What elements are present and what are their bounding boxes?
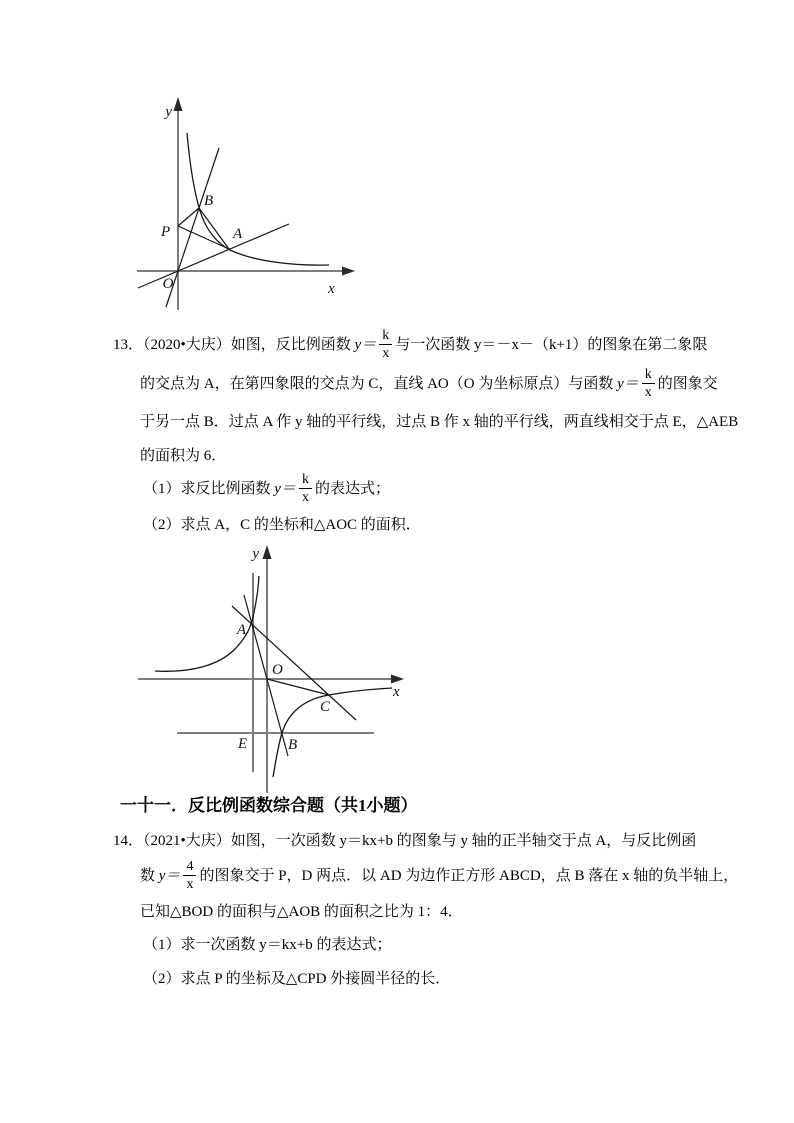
- label-point-a: A: [236, 622, 246, 638]
- math-y-equals: y＝: [354, 337, 377, 353]
- problem-13-line-4: [113, 441, 738, 471]
- problem-13: [113, 326, 738, 543]
- problem-14-line-2-text2: 的图象交于 P，D 两点．以 AD 为边作正方形 ABCD，点 B 落在 x 轴的负半轴上，: [199, 868, 739, 884]
- problem-13-question-1-text2: 的表达式；: [314, 481, 390, 497]
- math-y-equals: y＝: [274, 481, 296, 497]
- fraction-k-over-x: [379, 328, 392, 361]
- problem-13-line-1-text: （2020•大庆）如图，反比例函数: [143, 337, 351, 353]
- y-axis-arrow-icon: [263, 545, 272, 559]
- label-point-c: C: [320, 699, 331, 715]
- label-y-axis: y: [252, 546, 259, 562]
- line-AC: [232, 606, 356, 720]
- problem-13-question-2-text: （2）求点 A，C 的坐标和△AOC 的面积．: [143, 517, 421, 533]
- segment-PA: [178, 226, 229, 249]
- problem-13-question-2: [113, 507, 738, 543]
- label-point-e: E: [238, 736, 248, 752]
- label-point-p: P: [161, 224, 171, 240]
- fraction-numerator: k: [299, 472, 312, 489]
- fraction-denominator: x: [186, 877, 194, 893]
- section-11-header: 一十一．反比例函数综合题（共1小题）: [120, 796, 418, 815]
- problem-14-line-1: [113, 826, 738, 856]
- fraction-4-over-x: [183, 859, 196, 892]
- problem-14-question-2-text: （2）求点 P 的坐标及△CPD 外接圆半径的长．: [143, 971, 451, 987]
- problem-14-line-1-text: （2021•大庆）如图，一次函数 y＝kx+b 的图象与 y 轴的正半轴交于点 A，与反比例函: [143, 833, 697, 849]
- fraction-numerator: k: [379, 328, 392, 345]
- problem-13-line-3: [113, 404, 738, 441]
- problem-14-line-3-text: 已知△BOD 的面积与△AOB 的面积之比为 1：4．: [140, 904, 463, 920]
- math-y-equals: y＝: [158, 868, 181, 884]
- problem-14-question-2: [113, 962, 738, 996]
- problem-14-number: 14．: [113, 833, 144, 849]
- problem-13-line-2-text2: 的图象交: [657, 376, 718, 392]
- problem-13-line-2-text: 的交点为 A，在第四象限的交点为 C，直线 AO（O 为坐标原点）与函数: [140, 376, 614, 392]
- label-y-axis: y: [165, 104, 172, 120]
- problem-13-line-3-text: 于另一点 B．过点 A 作 y 轴的平行线，过点 B 作 x 轴的平行线，两直线相交于点 E，△AEB: [140, 414, 739, 430]
- problem-13-line-2: [113, 364, 738, 404]
- label-x-axis: x: [393, 684, 400, 700]
- fraction-k-over-x: [642, 367, 655, 400]
- problem-14-line-3: [113, 896, 738, 929]
- y-axis-arrow-icon: [174, 97, 183, 111]
- figure-2-graph: [137, 543, 412, 795]
- problem-13-question-1-text: （1）求反比例函数: [143, 481, 271, 497]
- problem-14-line-2: [113, 856, 738, 896]
- label-point-a: A: [233, 226, 243, 242]
- line-OB: [166, 148, 219, 307]
- label-point-b: B: [204, 193, 214, 209]
- problem-13-line-1-text2: 与一次函数 y＝－x－（k+1）的图象在第二象限: [395, 337, 708, 353]
- problem-13-line-4-text: 的面积为 6．: [140, 448, 227, 464]
- fraction-denominator: x: [301, 490, 309, 506]
- fraction-k-over-x: [299, 472, 312, 505]
- problem-14: [113, 826, 738, 996]
- figure-1-graph: [137, 95, 357, 315]
- fraction-denominator: x: [382, 346, 390, 362]
- label-point-b: B: [288, 737, 298, 753]
- problem-14-question-1-text: （1）求一次函数 y＝kx+b 的表达式；: [143, 937, 392, 953]
- problem-14-line-2-text: 数: [140, 868, 156, 884]
- problem-13-line-1: [113, 326, 738, 364]
- label-origin: O: [162, 276, 174, 292]
- fraction-numerator: k: [642, 367, 655, 384]
- fraction-denominator: x: [644, 385, 652, 401]
- x-axis-arrow-icon: [342, 267, 355, 276]
- x-axis-arrow-icon: [391, 675, 404, 684]
- math-y-equals: y＝: [617, 376, 639, 392]
- label-origin: O: [272, 662, 283, 678]
- problem-14-question-1: [113, 929, 738, 962]
- problem-13-question-1: [113, 471, 738, 507]
- fraction-numerator: 4: [183, 859, 196, 876]
- problem-13-number: 13．: [113, 337, 144, 353]
- label-x-axis: x: [328, 281, 335, 297]
